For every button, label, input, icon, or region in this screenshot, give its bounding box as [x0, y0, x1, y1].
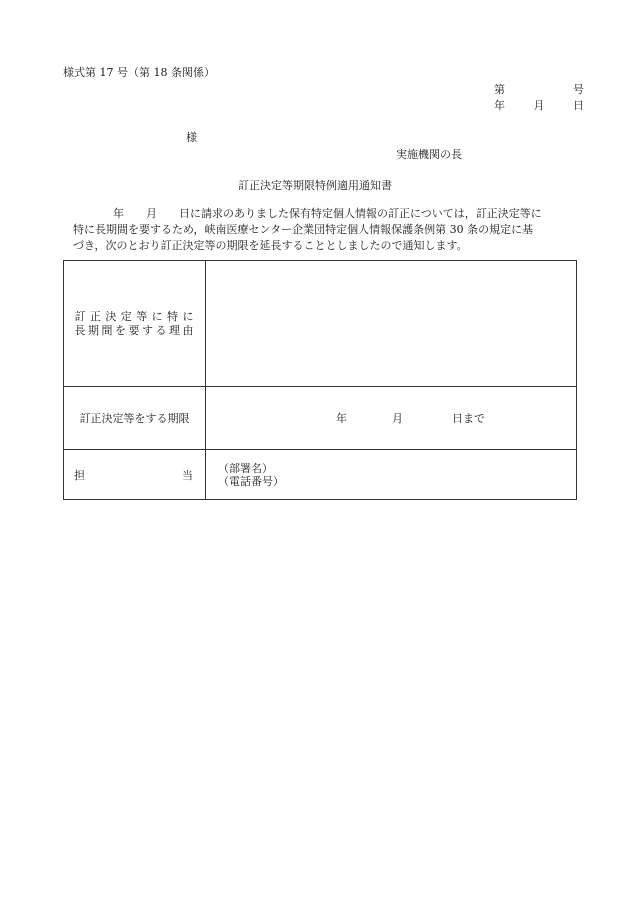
document-number-line — [494, 81, 584, 97]
body-line-2: 特に長期間を要するため，峡南医療センター企業団特定個人情報保護条例第 30 条の規定に基 — [73, 223, 534, 236]
body-line-1 — [73, 206, 587, 222]
deadline-value-cell[interactable] — [206, 387, 577, 450]
body-month: 月 — [146, 207, 157, 220]
tanto-left: 担 — [74, 468, 85, 482]
deadline-label: 訂正決定等をする期限 — [79, 412, 190, 425]
tanto-label-cell — [64, 450, 206, 500]
notice-body — [73, 206, 587, 254]
sender-title: 実施機関の長 — [396, 148, 462, 161]
tanto-right: 当 — [182, 468, 193, 482]
reason-label-line-1: 訂正決定等に特に — [74, 309, 195, 323]
deadline-year: 年 — [336, 412, 347, 425]
deadline-label-cell — [64, 387, 206, 450]
number-prefix: 第 — [494, 83, 505, 96]
table-row-contact — [64, 450, 577, 500]
issue-date-line — [494, 97, 584, 113]
reason-label-cell — [64, 261, 206, 387]
reason-label-line-2: 長期間を要する理由 — [74, 323, 195, 337]
date-year: 年 — [494, 99, 505, 112]
contact-info — [206, 462, 576, 488]
notice-table — [63, 260, 577, 500]
form-number-label: 様式第 17 号（第 18 条関係） — [63, 66, 215, 79]
reason-label — [75, 310, 195, 338]
table-row-reason — [64, 261, 577, 387]
number-suffix: 号 — [573, 83, 584, 96]
body-line1-rest: 日に請求のありました保有特定個人情報の訂正については，訂正決定等に — [179, 207, 542, 220]
contact-phone: （電話番号） — [218, 474, 284, 488]
date-month: 月 — [533, 99, 545, 112]
deadline-day: 日まで — [452, 412, 485, 425]
contact-value-cell[interactable] — [206, 450, 577, 500]
document-title: 訂正決定等期限特例適用通知書 — [238, 179, 392, 192]
deadline-value — [206, 410, 576, 426]
tanto-label — [64, 467, 205, 483]
table-row-deadline — [64, 387, 577, 450]
contact-dept: （部署名） — [218, 461, 273, 475]
date-day: 日 — [573, 99, 584, 112]
body-year: 年 — [113, 207, 124, 220]
reason-value-cell[interactable] — [206, 261, 577, 387]
addressee-honorific: 様 — [186, 131, 197, 144]
deadline-month: 月 — [392, 412, 403, 425]
body-line-3: づき，次のとおり訂正決定等の期限を延長することとしましたので通知します。 — [73, 239, 468, 252]
